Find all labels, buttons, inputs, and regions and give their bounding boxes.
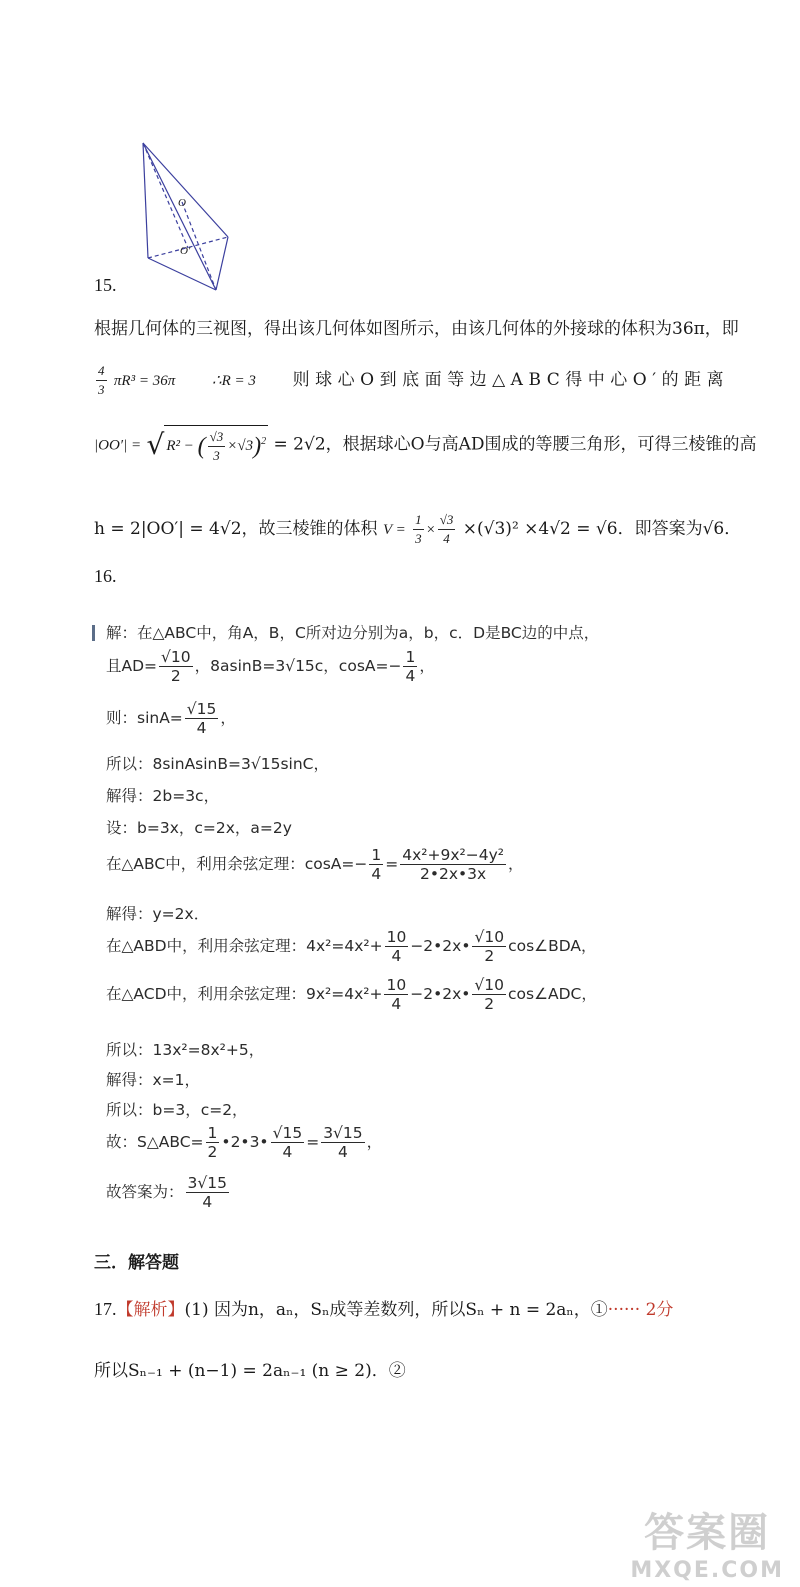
- q15-line1: 根据几何体的三视图，得出该几何体如图所示，由该几何体的外接球的体积为36π，即: [94, 319, 739, 339]
- q16-l13: 所以：b=3，c=2，: [106, 1101, 248, 1119]
- q17-number: 17.: [94, 1299, 117, 1319]
- q15-number: 15.: [94, 275, 117, 295]
- q17-tag: 【解析】: [116, 1300, 185, 1320]
- q16-l2: 且AD= $\frac{√10}{2}$ ，8asinB=3√15c，cosA=− $\frac{1}{4}$ ，: [106, 648, 435, 685]
- q15-line3-b: = 2√2，根据球心O与高AD围成的等腰三角形，可得三棱锥的高: [273, 434, 757, 455]
- height-line: [143, 143, 188, 248]
- q15-line2: $\frac{4}{3}$ πR³ = 36π ∴R = 3 则球心O到底面等边△ABC得中心O′的距离: [98, 363, 730, 397]
- q16-l9: 在△ABD中，利用余弦定理：4x²=4x²+ $\frac{10}{4}$ −2•2x• $\frac{√10}{2}$ cos∠BDA，: [106, 928, 597, 965]
- q15-line2-c: 则球心O到底面等边△ABC得中心O′的距离: [292, 370, 730, 390]
- section-title: 三．解答题: [94, 1253, 179, 1273]
- q17-score: ······ 2分: [607, 1300, 674, 1320]
- watermark: [630, 1501, 784, 1583]
- watermark-big: 答案圈: [644, 1510, 771, 1556]
- q17-line2: 所以Sₙ₋₁ + (n−1) = 2aₙ₋₁ (n ≥ 2)．②: [94, 1361, 406, 1381]
- label-O-prime: O′: [180, 245, 191, 257]
- q16-l1: 解：在△ABC中，角A，B，C所对边分别为a，b，c．D是BC边的中点，: [106, 624, 600, 642]
- q16-l10: 在△ACD中，利用余弦定理：9x²=4x²+ $\frac{10}{4}$ −2•2x• $\frac{√10}{2}$ cos∠ADC，: [106, 976, 597, 1013]
- edge-apex-right: [143, 143, 228, 237]
- q17-line1: [94, 1298, 673, 1321]
- q16-l14: 故：S△ABC= $\frac{1}{2}$ •2•3• $\frac{√15}{4}$ = $\frac{3√15}{4}$ ，: [106, 1124, 383, 1161]
- q15-line2-a: πR³ = 36π: [113, 373, 176, 389]
- q16-number: 16.: [94, 566, 117, 586]
- q15-line4-a: h = 2|OO′| = 4√2，故三棱锥的体积: [94, 519, 378, 539]
- edge-base-right: [216, 237, 228, 290]
- q15-line4-b: ×(√3)² ×4√2 = √6．即答案为√6．: [462, 519, 742, 539]
- q15-line4: h = 2|OO′| = 4√2，故三棱锥的体积 V = $\frac{1}{3}$ × $\frac{√3}{4}$ ×(√3)² ×4√2 = √6．即答案为√6．: [94, 512, 742, 546]
- q17-text1: (1) 因为n，aₙ，Sₙ成等差数列，所以Sₙ + n = 2aₙ，①: [184, 1300, 608, 1320]
- watermark-small: MXQE.COM: [630, 1558, 784, 1583]
- q16-l15: 故答案为： $\frac{3√15}{4}$: [106, 1174, 227, 1211]
- q16-l3: 则：sinA= $\frac{√15}{4}$ ，: [106, 700, 236, 737]
- q16-l6: 设：b=3x，c=2x，a=2y: [106, 819, 292, 837]
- q16-l4: 所以：8sinAsinB=3√15sinC，: [106, 755, 329, 773]
- q16-l8: 解得：y=2x．: [106, 905, 210, 923]
- q15-line3-a: |OO′| =: [94, 437, 142, 454]
- q16-l12: 解得：x=1，: [106, 1071, 201, 1089]
- q16-l7: 在△ABC中，利用余弦定理：cosA=− $\frac{1}{4}$ = $\frac{\text{4x²+9x²−4y²}}{2•2x•3x}$ ，: [106, 846, 524, 883]
- edge-apex-front: [143, 143, 216, 290]
- q15-line2-b: ∴R = 3: [212, 373, 256, 389]
- solution-marker: [92, 625, 95, 641]
- q16-l5: 解得：2b=3c，: [106, 787, 220, 805]
- tetrahedron-figure: [138, 140, 238, 300]
- label-O: O: [178, 197, 186, 209]
- edge-apex-left: [143, 143, 148, 258]
- q15-line3: |OO′| = √ R² − ( $\frac{√3}{3}$ ×√3)$^2$ = 2√2，根据球心O与高AD围成的等腰三角形，可得三棱锥的高: [94, 425, 757, 465]
- q16-l11: 所以：13x²=8x²+5，: [106, 1041, 265, 1059]
